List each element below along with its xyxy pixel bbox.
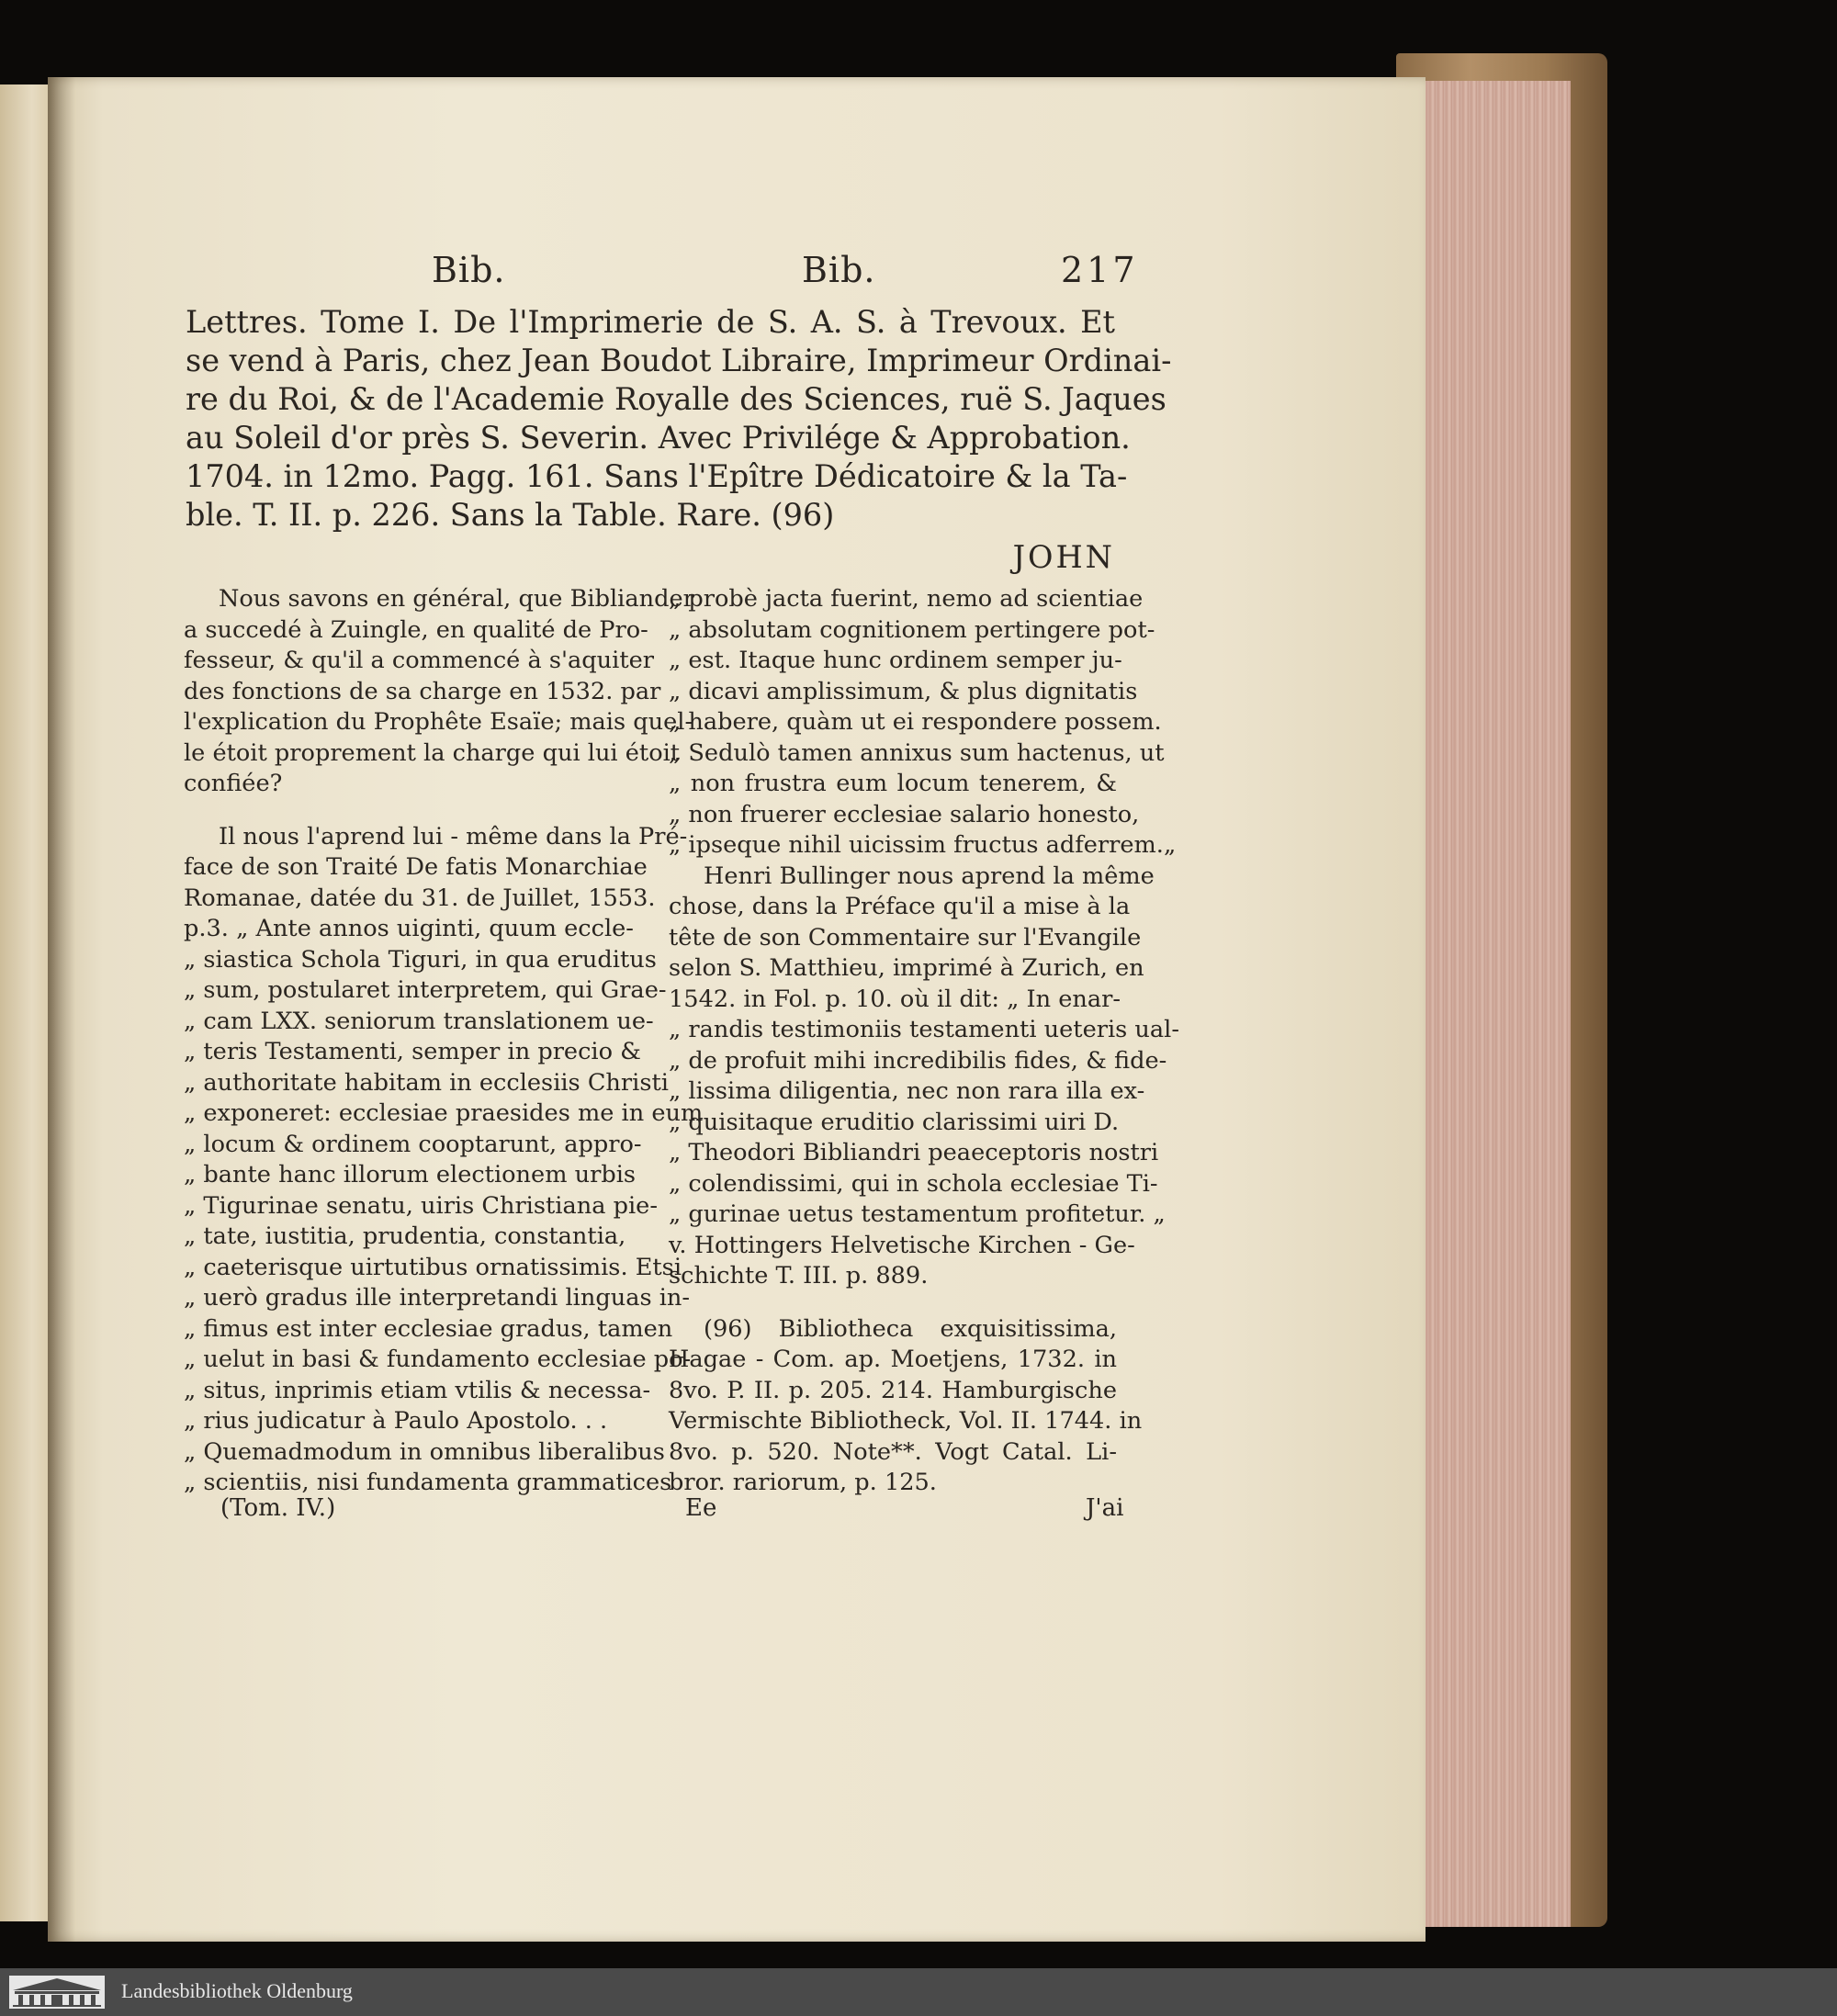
text-line: face de son Traité De fatis Monarchiae (184, 853, 648, 881)
text-line: „ authoritate habitam in ecclesiis Christi (184, 1068, 669, 1097)
footnote-line: bror. rariorum, p. 125. (669, 1469, 937, 1496)
text-line: „ probè jacta fuerint, nemo ad scientiae (669, 585, 1144, 613)
text-line: „ locum & ordinem cooptarunt, appro- (184, 1130, 642, 1158)
bibliographic-entry (186, 303, 1172, 577)
text-line: „ habere, quàm ut ei respondere possem. (669, 708, 1162, 736)
gutter-shadow (48, 77, 75, 1942)
text-line: Romanae, datée du 31. de Juillet, 1553. (184, 884, 656, 912)
text-line: „ situs, inprimis etiam vtilis & necessa- (184, 1376, 651, 1404)
text-line: „ exponeret: ecclesiae praesides me in eum (184, 1099, 704, 1127)
text-line: confiée? (184, 770, 283, 797)
footer-bar (0, 1968, 1837, 2016)
text-line: „ siastica Schola Tiguri, in qua eruditus (184, 945, 657, 974)
text-line: „ bante hanc illorum electionem urbis (184, 1161, 637, 1188)
text-line: „ rius judicatur à Paulo Apostolo. . . (184, 1407, 608, 1435)
library-name[interactable]: Landesbibliothek Oldenburg (121, 1979, 353, 2002)
text-line: selon S. Matthieu, imprimé à Zurich, en (669, 954, 1144, 982)
text-line: „ caeterisque uirtutibus ornatissimis. Etsi (184, 1253, 682, 1281)
volume-signature: (Tom. IV.) (220, 1494, 336, 1522)
text-line: „ Tigurinae senatu, uiris Christiana pie- (184, 1191, 658, 1220)
footnote-line: 8vo. P. II. p. 205. 214. Hamburgische (669, 1376, 1117, 1404)
text-line: Il nous l'aprend lui - même dans la Pré- (219, 822, 688, 850)
text-line: Nous savons en général, que Bibliander (219, 585, 694, 613)
running-head-left: Bib. (432, 250, 506, 290)
right-column (669, 584, 1179, 1499)
text-line: „ de profuit mihi incredibilis fides, & fide- (669, 1046, 1167, 1075)
text-line: „ dicavi amplissimum, & plus dignitatis (669, 677, 1138, 705)
entry-line: Lettres. Tome I. De l'Imprimerie de S. A. S. à Trevoux. Et (186, 304, 1115, 340)
footnote-line: Vermischte Bibliotheck, Vol. II. 1744. in (669, 1407, 1143, 1435)
footnote-line: Hagae - Com. ap. Moetjens, 1732. in (669, 1346, 1117, 1373)
text-line: le étoit proprement la charge qui lui étoit (184, 738, 681, 767)
entry-catchword: JOHN (1012, 539, 1115, 575)
entry-line: 1704. in 12mo. Pagg. 161. Sans l'Epître Dédicatoire & la Ta- (186, 458, 1128, 494)
text-line: „ randis testimoniis testamenti ueteris ual- (669, 1016, 1179, 1043)
text-line: „ colendissimi, qui in schola ecclesiae Ti- (669, 1169, 1158, 1198)
text-line: „ scientiis, nisi fundamenta grammatices (184, 1469, 672, 1496)
text-line: „ Quemadmodum in omnibus liberalibus (184, 1437, 665, 1466)
text-line: „ est. Itaque hunc ordinem semper ju- (669, 647, 1122, 674)
text-line: l'explication du Prophête Esaïe; mais quel- (184, 708, 693, 736)
left-column (184, 584, 704, 1499)
text-line: „ lissima diligentia, nec non rara illa ex- (669, 1077, 1145, 1105)
text-line: schichte T. III. p. 889. (669, 1262, 929, 1290)
entry-line: au Soleil d'or près S. Severin. Avec Privilége & Approbation. (186, 420, 1131, 456)
text-line: „ quisitaque eruditio clarissimi uiri D. (669, 1108, 1120, 1136)
text-line: „ Sedulò tamen annixus sum hactenus, ut (669, 738, 1165, 767)
text-line: des fonctions de sa charge en 1532. par (184, 677, 661, 705)
text-line: a succedé à Zuingle, en qualité de Pro- (184, 615, 648, 644)
text-line: fesseur, & qu'il a commencé à s'aquiter (184, 647, 654, 674)
entry-line: re du Roi, & de l'Academie Royalle des Sciences, ruë S. Jaques (186, 381, 1166, 417)
entry-line: ble. T. II. p. 226. Sans la Table. Rare. (96) (186, 497, 835, 533)
text-line: „ tate, iustitia, prudentia, constantia, (184, 1222, 626, 1250)
text-line: „ ipseque nihil uicissim fructus adferrem.„ (669, 831, 1177, 859)
text-line: „ uelut in basi & fundamento ecclesiae po- (184, 1346, 692, 1373)
text-line: „ uerò gradus ille interpretandi linguas in- (184, 1284, 691, 1312)
text-line: Henri Bullinger nous aprend la même (704, 862, 1155, 890)
footnote-line: 8vo. p. 520. Note**. Vogt Catal. Li- (669, 1437, 1117, 1466)
previous-page-edge (0, 84, 55, 1921)
text-line: p.3. „ Ante annos uiginti, quum eccle- (184, 915, 634, 942)
running-head-center: Bib. (802, 250, 876, 290)
catchword: J'ai (1086, 1494, 1124, 1522)
text-line: „ absolutam cognitionem pertingere pot- (669, 615, 1155, 644)
text-line: 1542. in Fol. p. 10. où il dit: „ In enar- (669, 985, 1121, 1013)
text-line: tête de son Commentaire sur l'Evangile (669, 923, 1142, 952)
text-line: „ sum, postularet interpretem, qui Grae- (184, 976, 667, 1004)
entry-line: se vend à Paris, chez Jean Boudot Libraire, Imprimeur Ordinai- (186, 343, 1172, 378)
gathering-signature: Ee (685, 1494, 717, 1522)
page-fore-edge (1419, 81, 1571, 1927)
text-line: „ non fruerer ecclesiae salario honesto, (669, 800, 1140, 828)
page-number: 217 (1061, 250, 1139, 290)
text-line: „ gurinae uetus testamentum profitetur. „ (669, 1200, 1166, 1228)
text-line: „ teris Testamenti, semper in precio & (184, 1038, 641, 1065)
text-line: chose, dans la Préface qu'il a mise à la (669, 893, 1131, 920)
text-line: „ fimus est inter ecclesiae gradus, tamen (184, 1314, 673, 1343)
text-line: „ non frustra eum locum tenerem, & (669, 770, 1117, 797)
text-line: „ Theodori Bibliandri peaeceptoris nostri (669, 1139, 1159, 1166)
footnote-line: (96) Bibliotheca exquisitissima, (704, 1314, 1117, 1343)
text-line: v. Hottingers Helvetische Kirchen - Ge- (669, 1231, 1135, 1259)
library-building-icon (9, 1976, 105, 2009)
text-line: „ cam LXX. seniorum translationem ue- (184, 1007, 654, 1035)
